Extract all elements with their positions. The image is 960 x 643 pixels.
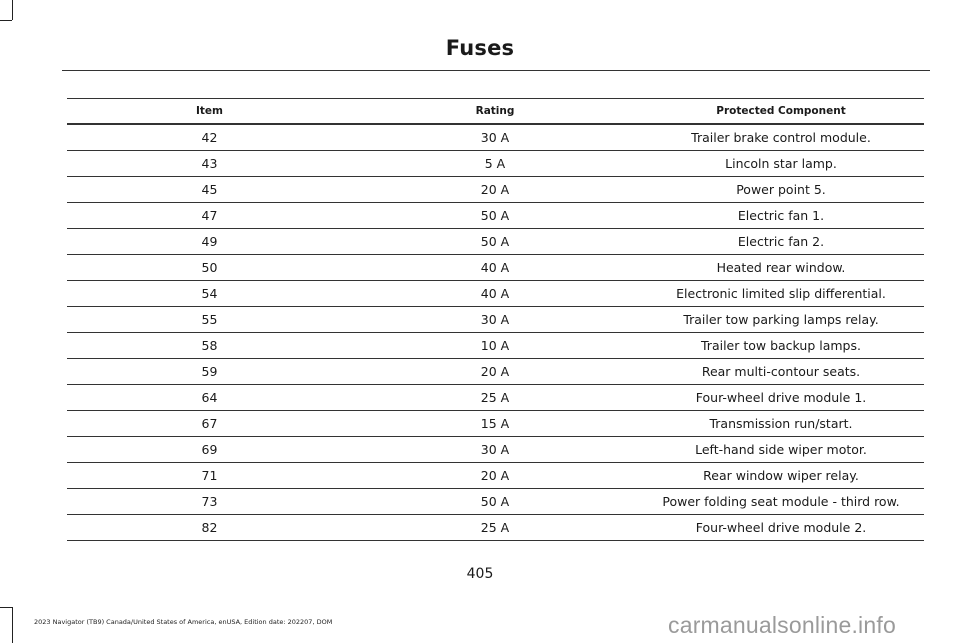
cell-protected-component: Left-hand side wiper motor. [638,437,924,463]
column-header-rating: Rating [352,99,638,125]
cell-rating: 30 A [352,307,638,333]
table-row [67,359,924,385]
cell-protected-component: Power folding seat module - third row. [638,489,924,515]
table-row [67,255,924,281]
cell-protected-component: Electric fan 1. [638,203,924,229]
cell-protected-component: Trailer tow parking lamps relay. [638,307,924,333]
cell-item: 55 [67,307,352,333]
page-number: 405 [466,566,494,582]
cell-rating: 30 A [352,437,638,463]
cell-protected-component: Four-wheel drive module 2. [638,515,924,541]
crop-mark-bottom-left-h [0,607,12,608]
cell-rating: 20 A [352,463,638,489]
crop-mark-bottom-left-v [12,607,13,643]
cell-protected-component: Rear multi-contour seats. [638,359,924,385]
cell-item: 73 [67,489,352,515]
cell-rating: 20 A [352,359,638,385]
cell-rating: 15 A [352,411,638,437]
table-row [67,463,924,489]
table-row [67,437,924,463]
cell-protected-component: Trailer tow backup lamps. [638,333,924,359]
cell-item: 43 [67,151,352,177]
cell-protected-component: Heated rear window. [638,255,924,281]
cell-item: 59 [67,359,352,385]
cell-rating: 50 A [352,229,638,255]
title-divider [62,70,930,71]
table-row [67,515,924,541]
cell-rating: 25 A [352,515,638,541]
table-row [67,151,924,177]
table-row [67,229,924,255]
table-row [67,411,924,437]
cell-item: 45 [67,177,352,203]
crop-mark-top-left-v [12,0,13,20]
cell-protected-component: Trailer brake control module. [638,124,924,151]
column-header-item: Item [67,99,352,125]
cell-protected-component: Transmission run/start. [638,411,924,437]
table-row [67,281,924,307]
edition-note: 2023 Navigator (TB9) Canada/United States of America, enUSA, Edition date: 202207, DOM [34,618,333,626]
table-row [67,307,924,333]
column-header-protected-component: Protected Component [638,99,924,125]
page-title: Fuses [445,36,515,60]
cell-protected-component: Electric fan 2. [638,229,924,255]
cell-item: 82 [67,515,352,541]
cell-rating: 10 A [352,333,638,359]
cell-rating: 30 A [352,124,638,151]
cell-item: 67 [67,411,352,437]
cell-item: 49 [67,229,352,255]
cell-rating: 40 A [352,281,638,307]
table-row [67,489,924,515]
table-header-row [67,99,924,125]
cell-rating: 25 A [352,385,638,411]
cell-item: 50 [67,255,352,281]
cell-item: 71 [67,463,352,489]
cell-item: 58 [67,333,352,359]
table-row [67,124,924,151]
cell-item: 42 [67,124,352,151]
cell-rating: 50 A [352,489,638,515]
cell-rating: 20 A [352,177,638,203]
fuse-table [67,98,924,541]
fuse-table-body [67,124,924,541]
crop-mark-top-left-h [0,20,12,21]
cell-item: 69 [67,437,352,463]
cell-rating: 40 A [352,255,638,281]
table-row [67,385,924,411]
cell-protected-component: Electronic limited slip differential. [638,281,924,307]
cell-protected-component: Four-wheel drive module 1. [638,385,924,411]
cell-rating: 50 A [352,203,638,229]
cell-item: 64 [67,385,352,411]
cell-protected-component: Power point 5. [638,177,924,203]
table-row [67,333,924,359]
cell-item: 54 [67,281,352,307]
table-row [67,203,924,229]
cell-protected-component: Rear window wiper relay. [638,463,924,489]
watermark: carmanualsonline.info [668,612,896,638]
cell-item: 47 [67,203,352,229]
cell-rating: 5 A [352,151,638,177]
table-row [67,177,924,203]
cell-protected-component: Lincoln star lamp. [638,151,924,177]
